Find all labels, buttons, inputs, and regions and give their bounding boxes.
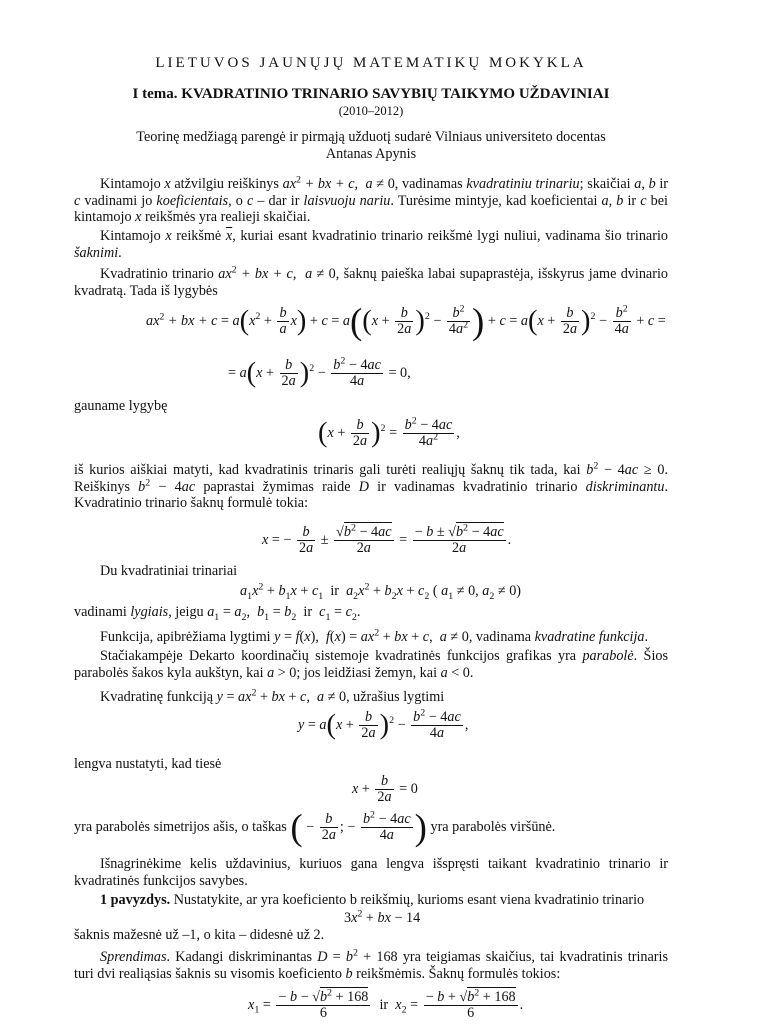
paragraph-definition: Kintamojo x atžvilgiu reiškinys $ax^2$ + bx + c, a ≠ 0, vadinamas kvadratiniu trinariu; skaičiai a, b ir c vadinami jo koeficientais, o c – dar ir laisvuoju nariu. Turėsime mintyje, kad koeficientai a, b ir c bei kintamojo x reikšmės yra realieji skaičiai. [74, 174, 669, 225]
paragraph-line: lengva nustatyti, kad tiesė [74, 756, 222, 772]
paragraph-problems-intro: Išnagrinėkime kelis uždavinius, kuriuos gana lengva išspręsti taikant kvadratinio trinario ir kvadratinės funkcijos savybes. [74, 856, 668, 889]
equation-two-trinomials: $a_1x^2 + b_1x + c_1$ ir $a_2x^2 + b_2x + c_2$ ( $a_1 \ne 0$, $a_2 \ne 0$) [240, 581, 522, 602]
author-line-1: Teorinę medžiagą parengė ir pirmąją užduotį sudarė Vilniaus universiteto docentas [136, 129, 606, 145]
paragraph-two-trinomials: Du kvadratiniai trinariai [100, 563, 238, 579]
equation-axis: x + $\frac{b}{2a}$ = 0 [352, 773, 418, 805]
author-line [74, 129, 668, 162]
paragraph-function: Funkcija, apibrėžiama lygtimi y = f(x), $f(x) = ax^2$ + bx + c, a ≠ 0, vadinama kvadratine funkcija. [100, 627, 649, 645]
example-1: 1 pavyzdys. Nustatykite, ar yra koeficiento b reikšmių, kurioms esant viena kvadratinio trinario [100, 892, 645, 908]
equation-solution-roots: $x_1$ = $\frac{- b - √b^2 + 168}{6}$ ir $x_2$ = $\frac{- b + √b^2 + 168}{6}$ . [248, 987, 524, 1021]
paragraph-gauname: gauname lygybę [74, 398, 168, 414]
equation-completing-square-2: = a(x + $\frac{b}{2a}$ )$^2$ − $\frac{b^2 - 4ac}{4a}$ = 0, [228, 355, 411, 389]
school-title: LIETUVOS JAUNŲJŲ MATEMATIKŲ MOKYKLA [155, 55, 587, 71]
topic-title: I tema. KVADRATINIO TRINARIO SAVYBIŲ TAIKYMO UŽDAVINIAI [132, 86, 610, 102]
paragraph-parabola: Stačiakampėje Dekarto koordinačių sistemoje kvadratinės funkcijos grafikas yra parabolė. Šios parabolės šakos kyla aukštyn, kai a > 0; jos leidžiasi žemyn, kai a < 0. [74, 648, 668, 681]
equation-root-formula: x = − $\frac{b}{2a}$ ± $\frac{√b^2 - 4ac}{2a}$ = $\frac{- b \pm √b^2 - 4ac}{2a}$ . [262, 522, 512, 556]
solution-paragraph: Sprendimas. Kadangi diskriminantas $D = b^2 + 168$ yra teigiamas skaičius, tai kvadratinis trinaris turi dvi realiąsias šaknis su visomis koeficiento b reikšmėmis. Šaknų formulės tokios: [74, 947, 668, 982]
paragraph-vertex-form: Kvadratinę funkciją $y = ax^2$ + bx + c, a ≠ 0, užrašius lygtimi [100, 687, 445, 705]
example-1-condition: šaknis mažesnė už –1, o kita – didesnė už 2. [74, 927, 325, 943]
equation-vertex-form: y = a(x + $\frac{b}{2a}$ )$^2$ − $\frac{b^2 - 4ac}{4a}$ , [298, 707, 469, 741]
equation-example-trinomial: $3x^2$ + bx − 14 [344, 908, 421, 926]
paragraph-vertex: yra parabolės simetrijos ašis, o taškas ( − $\frac{b}{2a}$ ; − $\frac{b^2 - 4ac}{4a}$ ) yra parabolės viršūnė. [74, 806, 556, 848]
equation-square-identity: (x + $\frac{b}{2a}$ )$^2$ = $\frac{b^2 - 4ac}{4a^2}$ , [318, 415, 460, 449]
paragraph-equal: vadinami lygiais, jeigu $a_1 = a_2$, $b_1 = b_2$ ir $c_1 = c_2$. [74, 604, 361, 623]
paragraph-root: Kintamojo x reikšmė $\overline{x}$, kuriai esant kvadratinio trinario reikšmė lygi nuliui, vadinama šio trinario šaknimi. [74, 228, 668, 261]
paragraph-discriminant: iš kurios aiškiai matyti, kad kvadratinis trinaris gali turėti realiųjų šaknų tik tada, kai $b^2 - 4ac \ge 0$. Reiškinys $b^2 - 4ac$ paprastai žymimas raide D ir vadinamas kvadratinio trinario diskriminantu. Kvadratinio trinario šaknų formulė tokia: [74, 460, 668, 511]
example-1-label: 1 pavyzdys. [100, 892, 171, 908]
paragraph-square: Kvadratinio trinario $ax^2$ + bx + c, a ≠ 0, šaknų paieška labai supaprastėja, išskyrus jame dvinario kvadratą. Tada iš lygybės [74, 264, 668, 299]
years: (2010–2012) [338, 104, 404, 118]
author-name: Antanas Apynis [325, 145, 417, 162]
equation-completing-square: $ax^2$ + bx + $c = a(x^2$ + $\frac{b}{a}$ x) + c = a((x + $\frac{b}{2a}$ )$^2$ − $\frac{b^2}{4a^2}$ ) + c = a(x + $\frac{b}{2a}$ )$^2$ − $\frac{b^2}{4a}$ + c = [146, 300, 666, 342]
